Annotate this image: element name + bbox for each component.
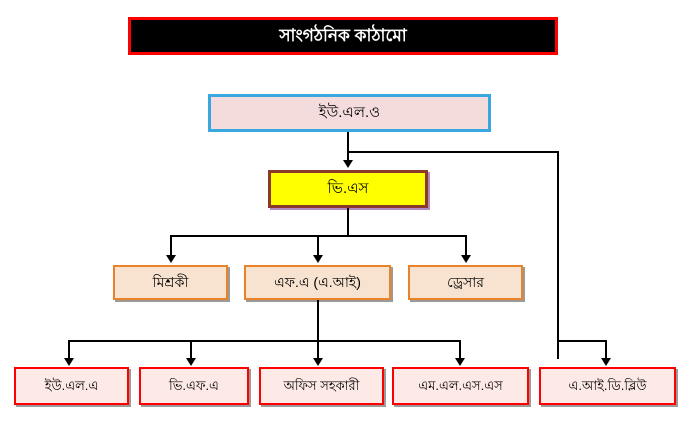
connector-vs-down — [347, 208, 349, 236]
arrowhead-vfa — [186, 358, 196, 366]
node-ula: ইউ.এল.এ — [14, 367, 129, 405]
connector-to-ula — [68, 340, 70, 360]
arrowhead-ula — [64, 358, 74, 366]
connector-level4-bus — [68, 340, 461, 342]
arrowhead-mishraki — [166, 255, 176, 263]
node-office-assistant: অফিস সহকারী — [259, 367, 384, 405]
connector-right-vertical — [557, 151, 559, 359]
node-mishraki: মিশ্রকী — [113, 265, 228, 300]
arrowhead-fa-ai — [313, 255, 323, 263]
node-fa-ai: এফ.এ (এ.আই) — [244, 265, 391, 300]
node-ulo: ইউ.এল.ও — [208, 94, 491, 132]
connector-ulo-right-horizontal — [347, 151, 559, 153]
arrowhead-dresser — [461, 255, 471, 263]
connector-to-fa-ai — [317, 235, 319, 257]
connector-to-dresser — [465, 235, 467, 257]
connector-level3-down — [317, 300, 319, 340]
connector-aidw-drop — [605, 340, 607, 360]
node-vfa: ভি.এফ.এ — [139, 367, 249, 405]
node-ai-dw: এ.আই.ডি.ব্লিউ — [539, 367, 676, 405]
arrowhead-vs — [343, 160, 353, 168]
connector-to-mlss — [459, 340, 461, 360]
arrowhead-aidw — [601, 358, 611, 366]
arrowhead-office-assistant — [313, 358, 323, 366]
connector-to-office-assistant — [317, 340, 319, 360]
node-vs: ভি.এস — [268, 170, 428, 208]
connector-right-to-aidw — [557, 340, 607, 342]
connector-to-mishraki — [170, 235, 172, 257]
arrowhead-mlss — [455, 358, 465, 366]
connector-to-vfa — [190, 340, 192, 360]
node-dresser: ড্রেসার — [408, 265, 523, 300]
diagram-title: সাংগঠনিক কাঠামো — [128, 17, 558, 55]
connector-ulo-to-vs — [347, 132, 349, 162]
node-mlss: এম.এল.এস.এস — [392, 367, 529, 405]
